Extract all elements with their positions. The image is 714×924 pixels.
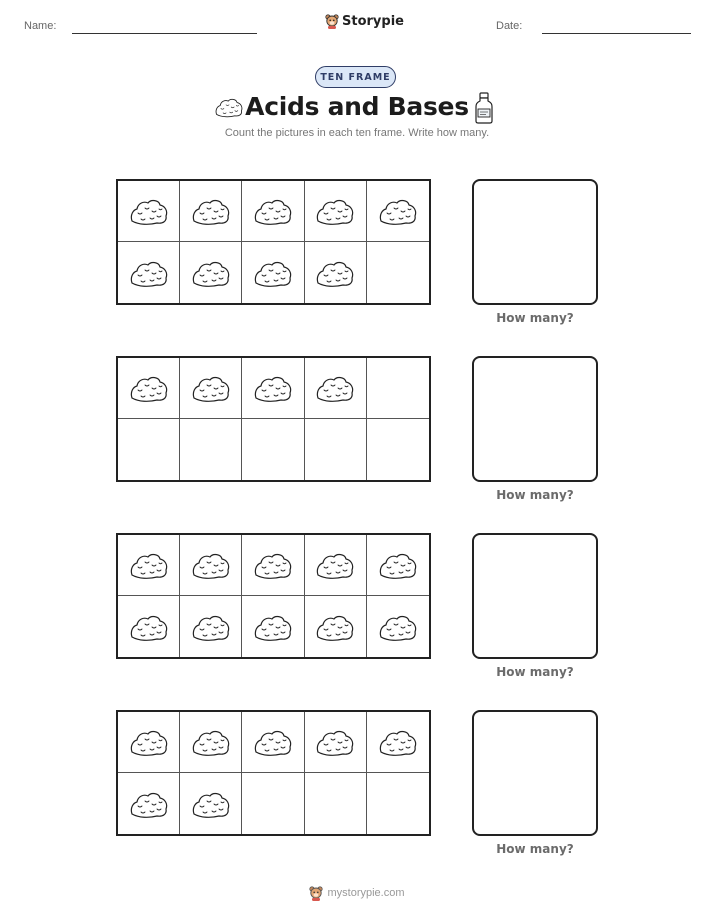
answer-box[interactable] [472, 710, 598, 836]
ten-frame-cell [242, 535, 304, 596]
rock-icon [129, 727, 169, 757]
ten-frame-cell [180, 181, 242, 242]
ten-frame-cell [242, 596, 304, 657]
answer-box[interactable] [472, 179, 598, 305]
brand-logo [325, 13, 404, 29]
rock-icon [315, 258, 355, 288]
ten-frame-cell [367, 419, 429, 480]
answer-box[interactable] [472, 533, 598, 659]
rock-icon [253, 727, 293, 757]
ten-frame-cell [180, 596, 242, 657]
rock-icon [315, 727, 355, 757]
rock-icon [315, 550, 355, 580]
ten-frame-cell [180, 535, 242, 596]
ten-frame-cell [305, 596, 367, 657]
rock-icon [315, 612, 355, 642]
title-row [0, 92, 714, 126]
ten-frame [116, 356, 431, 482]
rock-icon [378, 550, 418, 580]
ten-frame-cell [367, 181, 429, 242]
date-label: Date: [496, 20, 523, 32]
ten-frame-cell [367, 596, 429, 657]
ten-frame-cell [118, 358, 180, 419]
name-label: Name: [24, 20, 57, 32]
ten-frame-cell [242, 358, 304, 419]
ten-frame-cell [305, 242, 367, 303]
date-line[interactable] [542, 33, 691, 34]
rock-icon [129, 196, 169, 226]
ten-frame-cell [367, 358, 429, 419]
name-line[interactable] [72, 33, 257, 34]
rock-icon [253, 550, 293, 580]
ten-frame-cell [367, 712, 429, 773]
footer-url[interactable]: mystorypie.com [327, 887, 405, 899]
rock-icon [191, 789, 231, 819]
how-many-label: How many? [496, 842, 574, 856]
ten-frame-cell [367, 242, 429, 303]
rock-icon [129, 258, 169, 288]
ten-frame-cell [305, 419, 367, 480]
ten-frame-cell [242, 773, 304, 834]
ten-frame-cell [305, 535, 367, 596]
brand-name: Storypie [342, 13, 404, 29]
ten-frame-cell [305, 358, 367, 419]
ten-frame-cell [118, 242, 180, 303]
page-title: Acids and Bases [245, 92, 469, 121]
rock-icon [191, 727, 231, 757]
ten-frame-cell [367, 535, 429, 596]
rock-icon [378, 612, 418, 642]
rock-icon [315, 196, 355, 226]
rock-icon [191, 196, 231, 226]
ten-frame [116, 533, 431, 659]
ten-frame-cell [305, 181, 367, 242]
ten-frame-cell [118, 535, 180, 596]
ten-frame-cell [118, 773, 180, 834]
rock-icon [129, 550, 169, 580]
ten-frame-cell [180, 419, 242, 480]
ten-frame-cell [242, 242, 304, 303]
ten-frame-cell [118, 596, 180, 657]
worksheet-type-badge: TEN FRAME [315, 66, 396, 88]
ten-frame-cell [305, 773, 367, 834]
rock-icon [191, 258, 231, 288]
bear-icon [325, 13, 339, 29]
how-many-label: How many? [496, 311, 574, 325]
bottle-icon [474, 92, 494, 124]
rock-icon [253, 373, 293, 403]
ten-frame-cell [305, 712, 367, 773]
rock-icon [129, 789, 169, 819]
rock-icon [129, 612, 169, 642]
ten-frame-cell [367, 773, 429, 834]
answer-box[interactable] [472, 356, 598, 482]
rock-icon [253, 612, 293, 642]
rock-icon [378, 196, 418, 226]
ten-frame [116, 710, 431, 836]
footer [0, 885, 714, 901]
bear-icon [309, 885, 323, 901]
how-many-label: How many? [496, 665, 574, 679]
ten-frame [116, 179, 431, 305]
rock-icon [315, 373, 355, 403]
ten-frame-cell [180, 712, 242, 773]
ten-frame-cell [180, 242, 242, 303]
how-many-label: How many? [496, 488, 574, 502]
ten-frame-cell [180, 773, 242, 834]
ten-frame-cell [118, 419, 180, 480]
ten-frame-cell [242, 419, 304, 480]
ten-frame-cell [118, 181, 180, 242]
rock-icon [191, 373, 231, 403]
ten-frame-cell [242, 712, 304, 773]
ten-frame-cell [180, 358, 242, 419]
rock-icon [378, 727, 418, 757]
rock-icon [253, 196, 293, 226]
instructions: Count the pictures in each ten frame. Write how many. [224, 127, 490, 139]
ten-frame-cell [118, 712, 180, 773]
rock-icon [129, 373, 169, 403]
rock-icon [253, 258, 293, 288]
rock-icon [191, 612, 231, 642]
ten-frame-cell [242, 181, 304, 242]
rock-icon [191, 550, 231, 580]
